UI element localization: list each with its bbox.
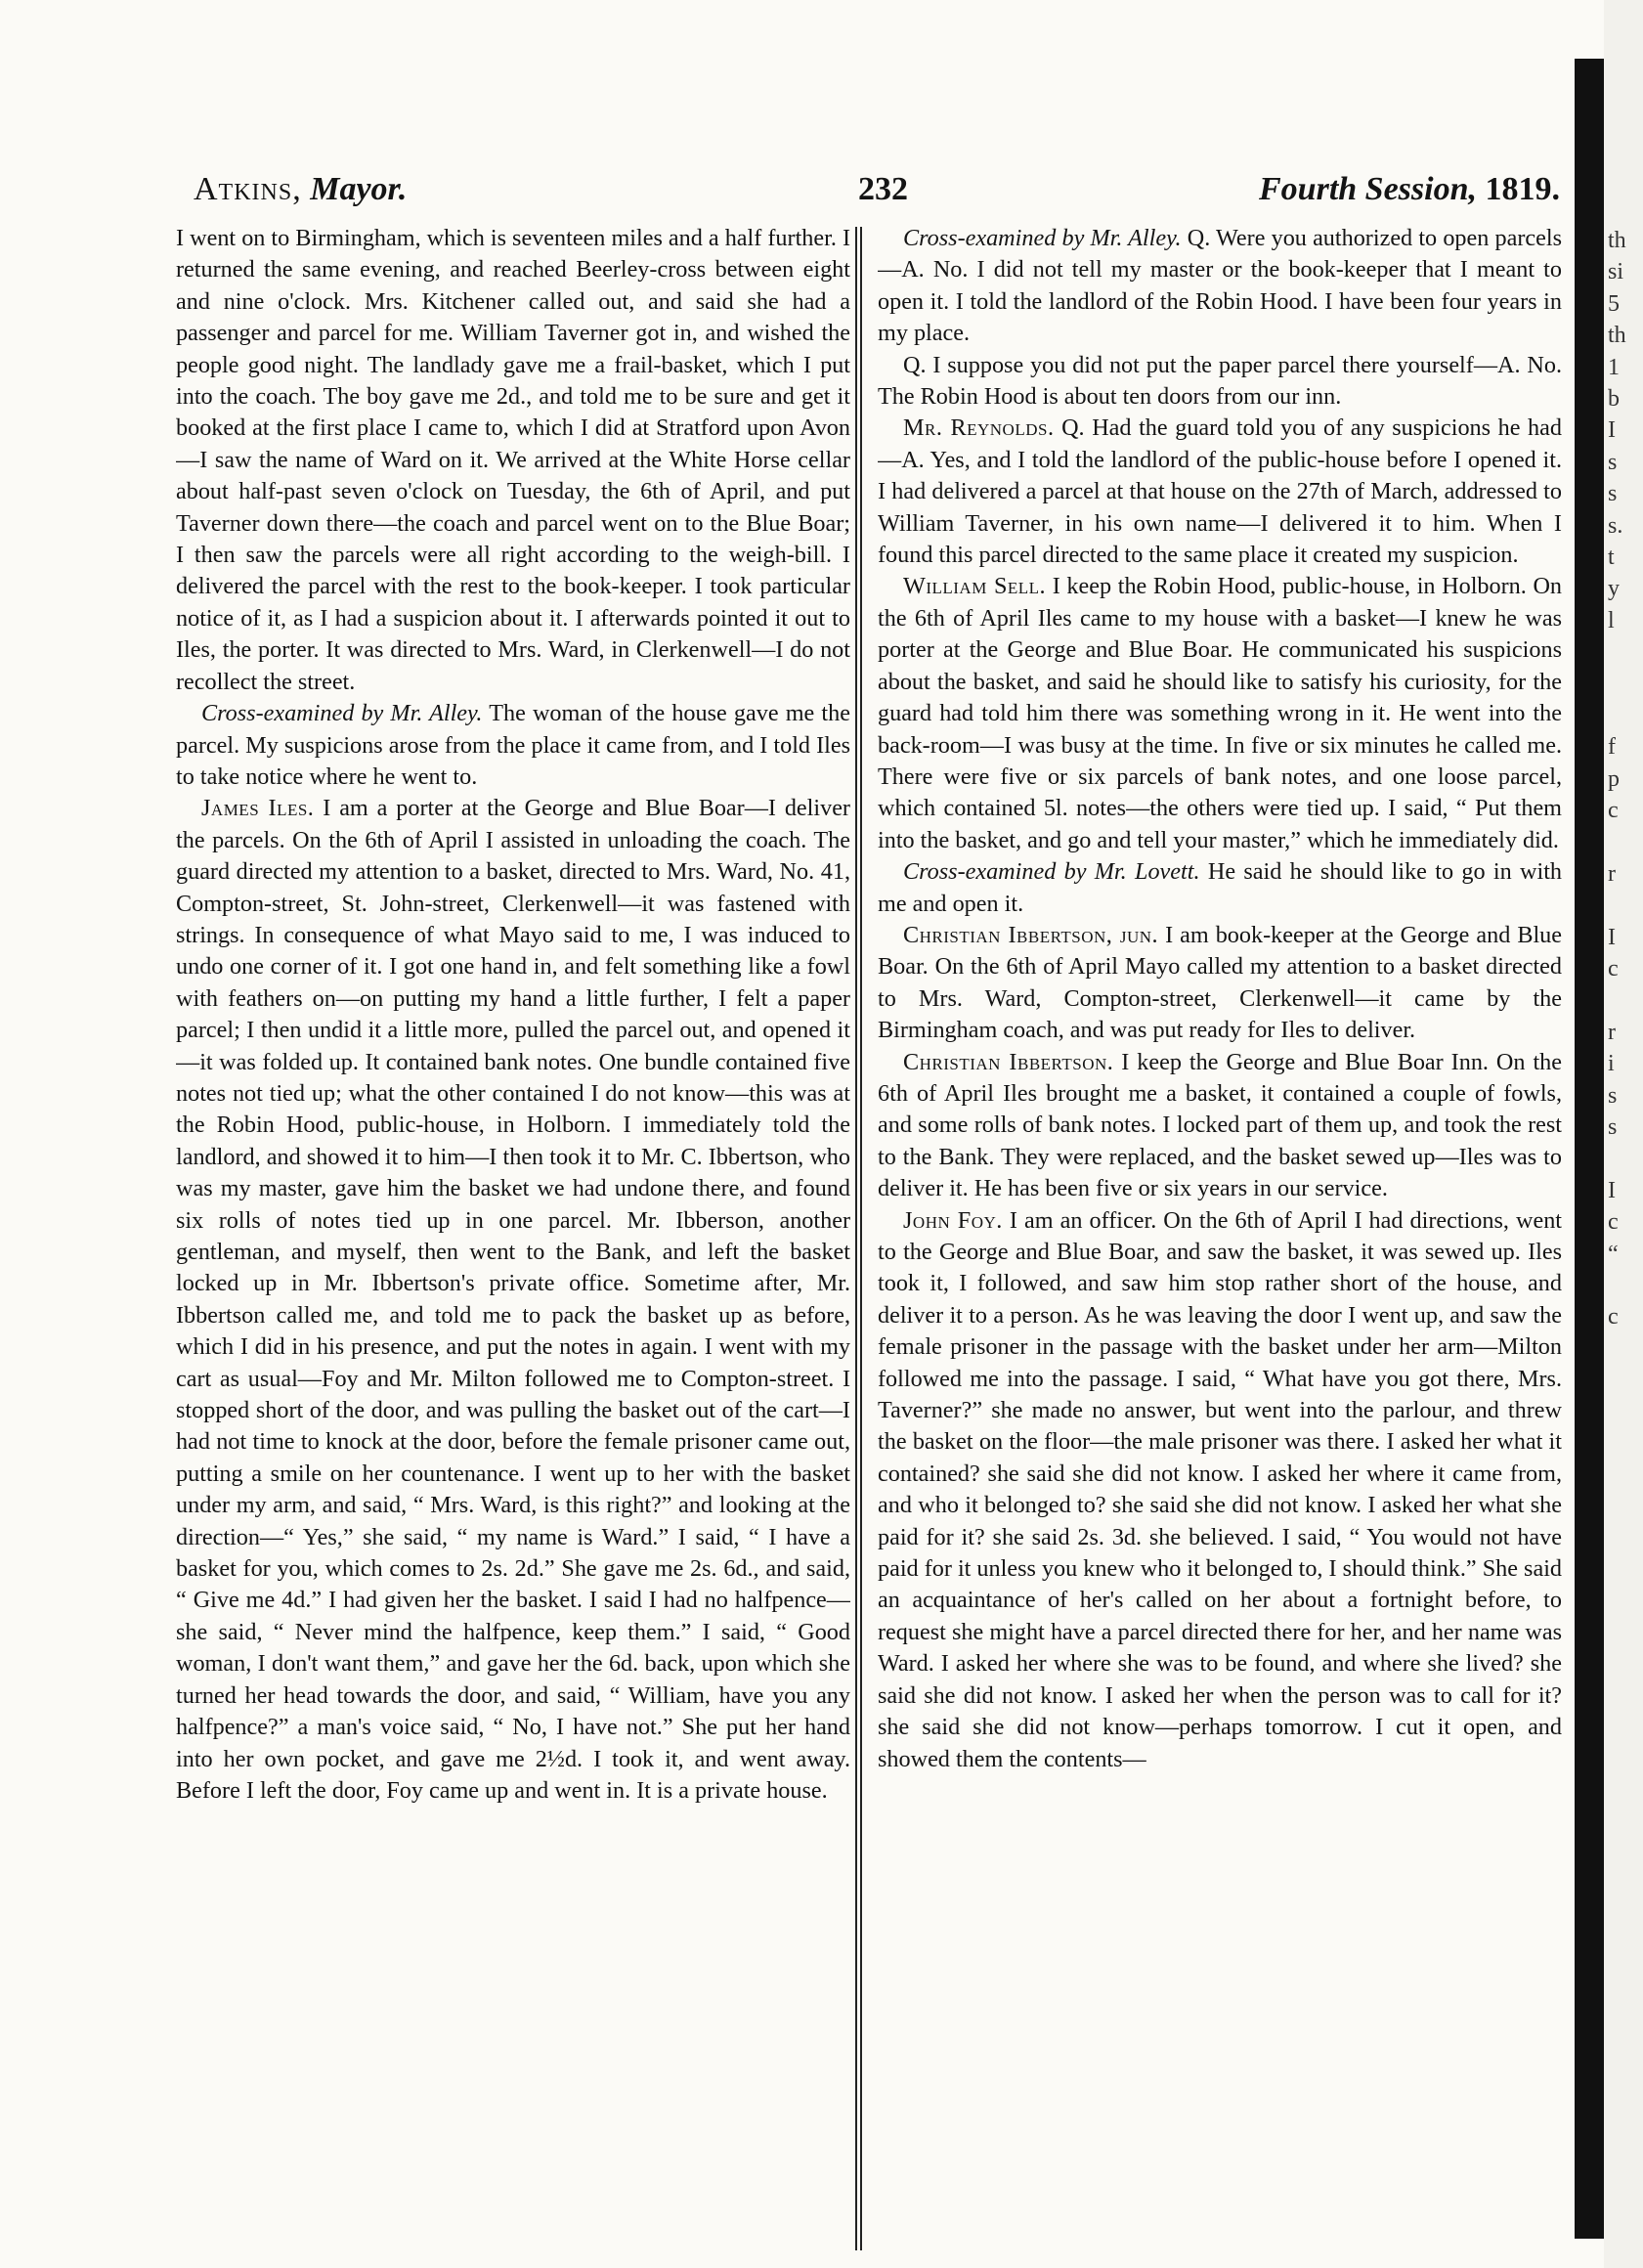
- paragraph: [176, 698, 850, 793]
- edge-fragment: si: [1608, 259, 1624, 285]
- edge-fragment: I: [1608, 1177, 1616, 1203]
- edge-fragment: l: [1608, 607, 1615, 633]
- paragraph-text: I went on to Birmingham, which is seventeen miles and a half further. I returned the same evening, and reached Beerley-cross between eight and nine o'clock. Mrs. Kitchener called out, and said she had a passenger and parcel for me. William Taverner got in, and wished the people good night. The landlady gave me a frail-basket, which I put into the coach. The boy gave me 2d., and told me to be sure and get it booked at the first place I came to, which I did at Stratford upon Avon—I saw the name of Ward on it. We arrived at the White Horse cellar about half-past seven o'clock on Tuesday, the 6th of April, and put Taverner down there—the coach and parcel went on to the Blue Boar; I then saw the parcels were all right according to the weigh-bill. I delivered the parcel with the rest to the book-keeper. I took particular notice of it, as I had a suspicion about it. I afterwards pointed it out to Iles, the porter. It was directed to Mrs. Ward, in Clerkenwell—I do not recollect the street.: [176, 225, 850, 695]
- edge-fragment: I: [1608, 924, 1616, 950]
- edge-fragment: th: [1608, 228, 1626, 253]
- edge-fragment: th: [1608, 323, 1626, 349]
- edge-fragment: t: [1608, 544, 1615, 570]
- paragraph-text: He said he should like to go in with me and open it.: [878, 858, 1562, 917]
- paragraph: [176, 793, 850, 1807]
- edge-fragment: s: [1608, 449, 1618, 475]
- paragraph: [878, 1205, 1562, 1775]
- speaker-name: Christian Ibbertson, jun.: [903, 921, 1159, 948]
- paragraph-text: Q. Had the guard told you of any suspicions he had—A. Yes, and I told the landlord of the public-house before I opened it. I had delivered a parcel at that house on the 27th of March, addressed to William Taverner, in his own name—I delivered it to him. When I found this parcel directed to the same place it created my suspicion.: [878, 414, 1562, 569]
- edge-fragment: s: [1608, 1082, 1618, 1109]
- edge-fragment: [1604, 890, 1643, 921]
- cross-examination-label: Cross-examined by Mr. Alley.: [903, 225, 1182, 251]
- edge-fragment: [1604, 700, 1643, 731]
- paragraph: [878, 920, 1562, 1047]
- edge-fragment: c: [1608, 798, 1619, 824]
- paragraph-text: I am a porter at the George and Blue Boar—I deliver the parcels. On the 6th of April I assisted in unloading the coach. The guard directed my attention to a basket, directed to Mrs. Ward, No. 41, Compton-street, St. John-street, Clerkenwell—it was fastened with strings. In consequence of what Mayo said to me, I was induced to undo one corner of it. I got one hand in, and felt something like a fowl with feathers on—on putting my hand a little further, I felt a paper parcel; I then undid it a little more, pulled the parcel out, and opened it—it was folded up. It contained bank notes. One bundle contained five notes not tied up; what the other contained I do not know—this was at the Robin Hood, public-house, in Holborn. I immediately told the landlord, and showed it to him—I then took it to Mr. C. Ibbertson, who was my master, gave him the basket we had undone there, and found six rolls of notes tied up in one parcel. Mr. Ibberson, another gentleman, and myself, then went to the Bank, and left the basket locked up in Mr. Ibbertson's private office. Sometime after, Mr. Ibbertson called me, and told me to pack the basket up as before, which I did in his presence, and put the notes in again. I went with my cart as usual—Foy and Mr. Milton followed me to Compton-street. I stopped short of the door, and was pulling the basket out of the cart—I had not time to knock at the door, before the female prisoner came out, putting a smile on her countenance. I went up to her with the basket under my arm, and said, “ Mrs. Ward, is this right?” and looking at the direction—“ Yes,” she said, “ my name is Ward.” I said, “ I have a basket for you, which comes to 2s. 2d.” She gave me 2s. 6d., and said, “ Give me 4d.” I had given her the basket. I said I had no halfpence—she said, “ Never mind the halfpence, keep them.” I said, “ Good woman, I don't want them,” and gave her the 6d. back, upon which she turned her head towards the door, and said, “ William, have you any halfpence?” a man's voice said, “ No, I have not.” She put her hand into her own pocket, and gave me 2½d. I took it, and went away. Before I left the door, Foy came up and went in. It is a private house.: [176, 795, 850, 1804]
- facing-page-edge: [1604, 0, 1643, 2268]
- edge-fragment: r: [1608, 860, 1616, 887]
- edge-fragment: r: [1608, 1019, 1616, 1045]
- edge-fragment: [1604, 1143, 1643, 1174]
- speaker-name: Christian Ibbertson.: [903, 1048, 1114, 1075]
- edge-fragment: s: [1608, 1113, 1618, 1140]
- paragraph-text: I am book-keeper at the George and Blue Boar. On the 6th of April Mayo called my attention to a basket directed to Mrs. Ward, Compton-street, Clerkenwell—it came by the Birmingham coach, and was put ready for Iles to deliver.: [878, 921, 1562, 1044]
- speaker-name: William Sell.: [903, 573, 1047, 600]
- paragraph: [878, 350, 1562, 414]
- page-edge-shadow: [1575, 59, 1604, 2239]
- edge-fragment: i: [1608, 1051, 1615, 1077]
- header-mayor: [194, 164, 407, 215]
- paragraph-text: I keep the George and Blue Boar Inn. On the 6th of April Iles brought me a basket, it contained a couple of fowls, and some rolls of bank notes. I locked part of them up, and took the rest to the Bank. They were replaced, and the basket sewed up—Iles was to deliver it. He has been five or six years in our service.: [878, 1048, 1562, 1202]
- left-column: [176, 223, 850, 2237]
- edge-fragment: y: [1608, 576, 1620, 602]
- header-mayor-title: Mayor.: [310, 171, 408, 207]
- right-column: [878, 223, 1562, 2237]
- edge-fragment: f: [1608, 734, 1616, 761]
- edge-fragment: s: [1608, 481, 1618, 507]
- edge-fragment: [1604, 1270, 1643, 1301]
- paragraph-text: Q. I suppose you did not put the paper parcel there yourself—A. No. The Robin Hood is about ten doors from our inn.: [878, 351, 1562, 411]
- edge-fragment: 5: [1608, 290, 1620, 317]
- running-header: [194, 164, 1560, 215]
- header-session-label: Fourth Session,: [1259, 171, 1477, 207]
- paragraph: [878, 223, 1562, 350]
- paragraph: [176, 223, 850, 698]
- page-number: 232: [858, 171, 908, 207]
- edge-fragment: c: [1608, 955, 1619, 981]
- edge-fragment: [1604, 636, 1643, 668]
- header-mayor-name: Atkins,: [194, 171, 302, 207]
- edge-fragment: [1604, 984, 1643, 1016]
- edge-fragment: [1604, 826, 1643, 857]
- paragraph-text: The woman of the house gave me the parcel. My suspicions arose from the place it came from, and I told Iles to take notice where he went to.: [176, 700, 850, 790]
- paragraph: [878, 571, 1562, 856]
- edge-fragment: b: [1608, 385, 1620, 412]
- cross-examination-label: Cross-examined by Mr. Lovett.: [903, 858, 1200, 886]
- edge-fragment: s.: [1608, 512, 1623, 539]
- edge-fragment: [1604, 668, 1643, 699]
- paragraph-text: I keep the Robin Hood, public-house, in Holborn. On the 6th of April Iles came to my house with a basket—I knew he was porter at the George and Blue Boar. He communicated his suspicions about the basket, and said he should like to satisfy his curiosity, for the guard had told him there was something wrong in it. He went into the back-room—I was busy at the time. In five or six minutes he called me. There were five or six parcels of bank notes, and one loose parcel, which contained 5l. notes—the others were tied up. I said, “ Put them into the basket, and go and tell your master,” which he immediately did.: [878, 573, 1562, 853]
- paragraph: [878, 413, 1562, 571]
- edge-fragment: I: [1608, 417, 1616, 444]
- header-session: [1259, 164, 1560, 215]
- paragraph-text: I am an officer. On the 6th of April I had directions, went to the George and Blue Boar, and saw the basket, it was sewed up. Iles took it, I followed, and saw him stop rather short of the house, and deliver it to a person. As he was leaving the door I went up, and saw the female prisoner in the passage with the basket under her arm—Milton followed me into the passage. I said, “ What have you got there, Mrs. Taverner?” she made no answer, but went into the parlour, and threw the basket on the floor—the male prisoner was there. I asked her what it contained? she said she did not know. I asked her where it came from, and who it belonged to? she said she did not know. I asked her what she paid for it? she said 2s. 3d. she believed. I said, “ You would not have paid for it unless you knew who it belonged to, I should think.” She said an acquaintance of her's called on her about a fortnight before, to request she might have a parcel directed there for her, and her name was Ward. I asked her where she was to be found, and where she lived? she said she did not know. I asked her when the person was to call for it? she said she did not know—perhaps tomorrow. I cut it open, and showed them the contents—: [878, 1206, 1562, 1772]
- paragraph-text: Q. Were you authorized to open parcels—A. No. I did not tell my master or the book-keeper that I meant to open it. I told the landlord of the Robin Hood. I have been four years in my place.: [878, 225, 1562, 347]
- cross-examination-label: Cross-examined by Mr. Alley.: [201, 700, 483, 727]
- speaker-name: James Iles.: [201, 795, 315, 822]
- edge-fragment: p: [1608, 765, 1620, 792]
- header-year: 1819.: [1485, 171, 1560, 207]
- edge-fragment: “: [1608, 1241, 1619, 1267]
- column-divider: [855, 227, 862, 2250]
- paragraph: [878, 1047, 1562, 1205]
- edge-fragment: c: [1608, 1304, 1619, 1330]
- edge-fragment: 1: [1608, 354, 1620, 380]
- edge-fragment: c: [1608, 1209, 1619, 1236]
- speaker-name: John Foy.: [903, 1206, 1003, 1234]
- paragraph: [878, 856, 1562, 920]
- speaker-name: Mr. Reynolds.: [903, 414, 1055, 442]
- edge-spacer: [1604, 0, 1643, 225]
